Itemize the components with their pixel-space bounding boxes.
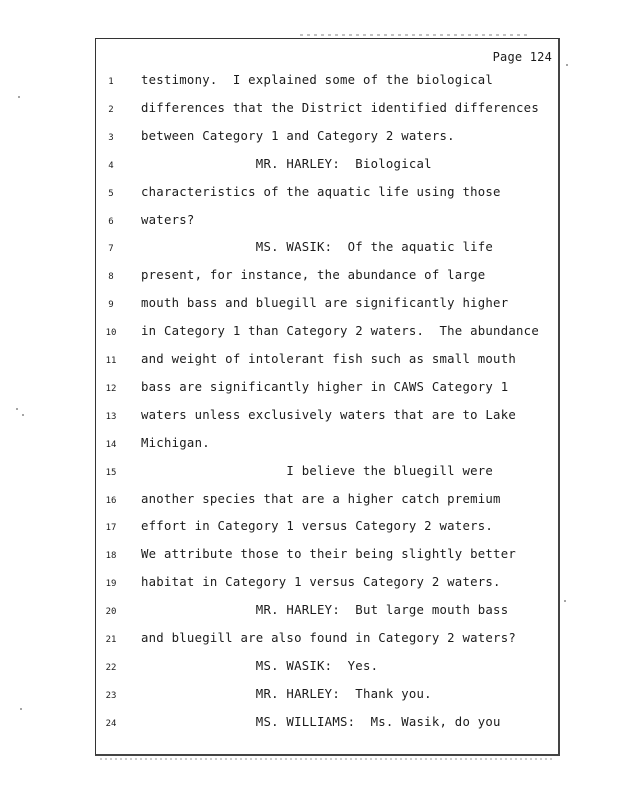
line-text: bass are significantly higher in CAWS Category 1 <box>141 379 509 394</box>
page-number: Page 124 <box>492 50 552 64</box>
transcript-line <box>0 100 618 120</box>
line-number: 12 <box>105 383 117 394</box>
transcript-line <box>0 602 618 622</box>
line-text: in Category 1 than Category 2 waters. The abundance <box>141 324 539 339</box>
line-number: 18 <box>105 551 117 562</box>
transcript-line <box>0 267 618 287</box>
scan-speck <box>566 64 568 66</box>
line-number: 11 <box>105 356 117 366</box>
line-number: 24 <box>105 718 117 729</box>
line-number: 22 <box>105 662 117 673</box>
line-number: 10 <box>105 328 117 339</box>
transcript-line <box>0 574 618 594</box>
transcript-line <box>0 407 618 427</box>
transcript-line <box>0 463 618 483</box>
line-number: 20 <box>105 607 117 618</box>
line-text: MR. HARLEY: Thank you. <box>141 686 432 701</box>
line-number: 4 <box>108 160 114 171</box>
transcript-line <box>0 546 618 566</box>
line-number: 3 <box>108 132 114 143</box>
line-text: MS. WASIK: Yes. <box>141 658 379 673</box>
line-text: and bluegill are also found in Category 2 waters? <box>141 631 517 645</box>
transcript-line <box>0 184 618 204</box>
line-text: effort in Category 1 versus Category 2 waters. <box>141 519 494 534</box>
line-number: 6 <box>108 216 114 227</box>
transcript-line <box>0 323 618 343</box>
line-text: MR. HARLEY: Biological <box>141 156 432 171</box>
line-text: MS. WASIK: Of the aquatic life <box>141 240 494 255</box>
line-text: waters unless exclusively waters that are to Lake <box>141 407 517 422</box>
line-text: testimony. I explained some of the biological <box>141 73 494 87</box>
scan-speck <box>20 708 22 710</box>
line-text: mouth bass and bluegill are significantly higher <box>141 296 509 311</box>
transcript-line <box>0 295 618 315</box>
line-text: another species that are a higher catch premium <box>141 491 501 506</box>
transcript-line <box>0 128 618 148</box>
line-number: 13 <box>105 411 117 422</box>
scan-speck <box>22 414 24 416</box>
line-text: characteristics of the aquatic life using those <box>141 184 501 199</box>
line-text: habitat in Category 1 versus Category 2 waters. <box>141 575 501 590</box>
line-number: 8 <box>108 272 114 283</box>
line-number: 15 <box>105 467 117 478</box>
line-number: 14 <box>105 439 117 450</box>
line-text: MS. WILLIAMS: Ms. Wasik, do you <box>141 714 501 729</box>
line-number: 23 <box>105 690 117 701</box>
scan-artifact-bottom <box>100 758 555 760</box>
line-number: 9 <box>108 300 114 311</box>
scan-speck <box>18 96 20 98</box>
line-text: between Category 1 and Category 2 waters. <box>141 128 455 143</box>
line-number: 2 <box>108 104 114 115</box>
line-text: Michigan. <box>141 435 210 450</box>
transcript-line <box>0 491 618 511</box>
line-text: present, for instance, the abundance of large <box>141 268 486 283</box>
transcript-line <box>0 156 618 176</box>
transcript-line <box>0 72 618 92</box>
line-number: 1 <box>108 77 114 87</box>
transcript-line <box>0 518 618 538</box>
line-text: I believe the bluegill were <box>141 463 494 478</box>
line-number: 7 <box>108 244 114 255</box>
line-number: 5 <box>108 188 114 199</box>
transcript-line <box>0 714 618 734</box>
line-text: differences that the District identified differences <box>141 100 539 115</box>
transcript-line <box>0 351 618 371</box>
scan-speck <box>564 600 566 602</box>
transcript-line <box>0 212 618 232</box>
transcript-line <box>0 658 618 678</box>
transcript-line <box>0 686 618 706</box>
line-text: We attribute those to their being slightly better <box>141 547 517 562</box>
line-number: 21 <box>105 635 117 645</box>
line-number: 19 <box>105 579 117 590</box>
line-number: 17 <box>105 523 117 534</box>
transcript-line <box>0 630 618 650</box>
scan-artifact-top <box>300 34 530 36</box>
line-text: waters? <box>141 212 195 227</box>
line-text: MR. HARLEY: But large mouth bass <box>141 603 509 618</box>
transcript-line <box>0 435 618 455</box>
scan-speck <box>16 408 18 410</box>
transcript-line <box>0 239 618 259</box>
transcript-line <box>0 379 618 399</box>
line-text: and weight of intolerant fish such as small mouth <box>141 352 517 366</box>
line-number: 16 <box>105 495 117 506</box>
